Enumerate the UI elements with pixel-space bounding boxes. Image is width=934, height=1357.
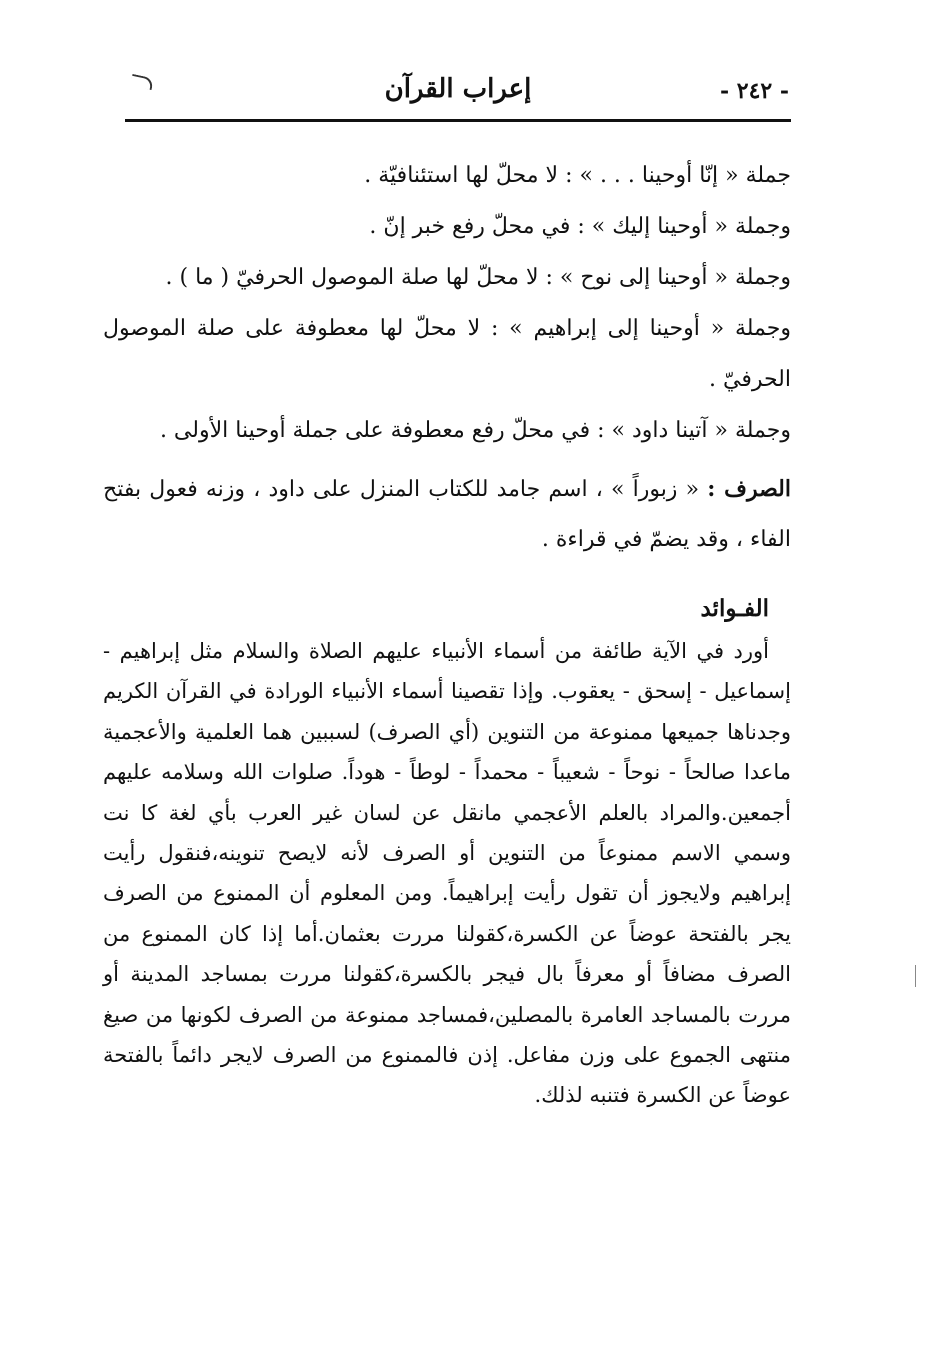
page-body xyxy=(103,150,791,1116)
sarf-text: « زبوراً » ، اسم جامد للكتاب المنزل على داود ، وزنه فعول بفتح الفاء ، وقد يضمّ في قراءة . xyxy=(103,477,791,552)
irab-paragraph-5: وجملة « آتينا داود » : في محلّ رفع معطوفة على جملة أوحينا الأولى . xyxy=(159,418,791,443)
fawaid-text: أورد في الآية طائفة من أسماء الأنبياء عليهم الصلاة والسلام مثل إبراهيم - إسماعيل - إسحق - يعقوب. وإذا تقصينا أسماء الأنبياء الورادة في القرآن الكريم وجدناها جميعها ممنوعة من التنوين (أي الصرف) لسببين هما العلمية والأعجمية ماعدا صالحاً - نوحاً - شعيباً - محمداً - لوطاً - هوداً. صلوات الله وسلامه عليهم أجمعين.والمراد بالعلم الأعجمي مانقل عن لسان غير العرب بأي لغة كا نت وسمي الاسم ممنوعاً من التنوين أو الصرف لأنه لايصح تنوينه،فنقول رأيت إبراهيم ولايجوز أن تقول رأيت إبراهيماً. ومن المعلوم أن الممنوع من الصرف يجر بالفتحة عوضاً عن الكسرة،كقولنا مررت بعثمان.أما إذا كان الممنوع من الصرف مضافاً أو معرفاً بال فيجر بالكسرة،كقولنا مررت بمساجد المدينة أو مررت بالمساجد العامرة بالمصلين،فمساجد ممنوعة من الصرف لكونها من صيغ منتهى الجموع على وزن مفاعل. إذن فالممنوع من الصرف لايجر دائماً بالفتحة عوضاً عن الكسرة فتنبه لذلك. xyxy=(103,639,791,1108)
irab-paragraph-4: وجملة « أوحينا إلى إبراهيم » : لا محلّ لها معطوفة على صلة الموصول الحرفيّ . xyxy=(103,316,791,392)
sarf-label: الصرف : xyxy=(707,476,791,502)
irab-paragraph-2: وجملة « أوحينا إليك » : في محلّ رفع خبر إنّ . xyxy=(369,214,791,239)
irab-paragraph-3: وجملة « أوحينا إلى نوح » : لا محلّ لها صلة الموصول الحرفيّ ( ما ) . xyxy=(165,265,791,290)
page-number: - ٢٤٢ - xyxy=(719,78,789,104)
fawaid-heading: الفـوائد xyxy=(700,595,769,622)
page-header xyxy=(125,60,791,122)
sarf-section xyxy=(103,464,791,565)
header-divider xyxy=(125,119,791,122)
irab-paragraph-1: جملة « إنّا أوحينا . . . » : لا محلّ لها استئنافيّة . xyxy=(364,163,791,188)
scan-speck xyxy=(915,965,916,987)
running-title: إعراب القرآن xyxy=(384,74,532,104)
